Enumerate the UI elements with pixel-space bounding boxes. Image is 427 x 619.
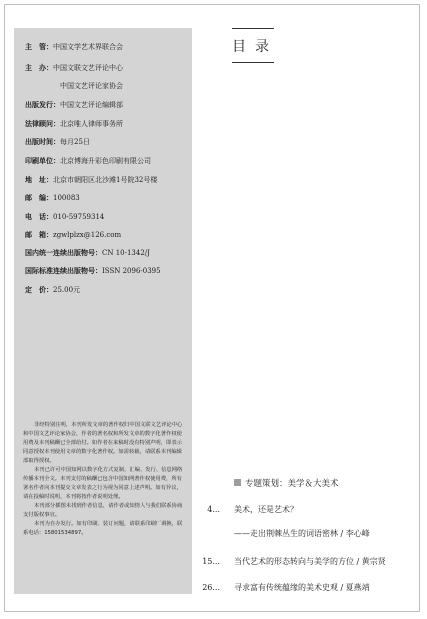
toc-entry-title: 寻求富有传统蕴缘的美术史观 / 夏燕靖 [234, 583, 370, 592]
masthead-row-pubdate: 出版时间：每月25日 [25, 137, 90, 146]
toc-page-number: 15... [202, 557, 220, 566]
notice-paragraph: 非经特别注明，本刊所发文章的著作权归中国文联文艺评论中心和中国文艺评论家协会，作者的著名权和所发文章的数字化著作权使用费及本刊稿酬已全部给付。如作者在来稿时没有特别声明，即表示同意授权本刊使用文章的数字化著作权。如需转载，请联系本刊编辑部取得授权。 [23, 422, 183, 464]
notice-paragraph: 本刊部分插图未找到作者信息，请作者或知情人与我们联系协商支付版权事宜。 [23, 503, 183, 518]
toc-entry-title: 当代艺术的形态转向与美学的方位 / 黄宗贤 [234, 557, 386, 566]
masthead-row-printer: 印刷单位：北京博海升彩色印刷有限公司 [25, 156, 151, 165]
masthead-row-email: 邮 箱：zgwlplzx@126.com [25, 230, 122, 239]
toc-page-number: 26... [202, 583, 220, 592]
masthead-row-cn-number: 国内统一连续出版物号：CN 10-1342/J [25, 248, 150, 257]
toc-title: 目录 [232, 39, 278, 55]
masthead-row-legal: 法律顾问：北京唯人律师事务所 [25, 119, 123, 128]
notice-paragraph: 本刊已许可中国知网以数字化方式复制、汇编、发行、信息网络传播本刊全文。本刊支付的稿酬已包含中国知网著作权使用费，所有署名作者向本刊提交文章发表之行为视为同意上述声明。如有异议，请在投稿时说明，本刊将按作者说明处理。 [23, 467, 183, 500]
section-heading: 专题策划：美学＆大美术 [234, 478, 339, 490]
section-square-icon [234, 479, 241, 486]
notice-paragraph: 本刊为自办发行。如有印刷、装订问题，请联系印刷厂调换，联系电话：15801534897。 [23, 521, 183, 536]
masthead-row-issn: 国际标准连续出版物号：ISSN 2096-0395 [25, 266, 161, 275]
toc-page-number: 4... [207, 505, 220, 514]
toc-entry-subtitle: ——走出荆棘丛生的词语密林 / 李心峰 [234, 529, 370, 538]
masthead-row-supervisor: 主 管：中国文学艺术界联合会 [25, 42, 123, 51]
toc-bottom-rule [232, 62, 274, 63]
masthead-row-sponsor: 主 办：中国文联文艺评论中心 [25, 63, 123, 72]
copyright-notice [23, 421, 187, 538]
toc-top-rule [232, 28, 274, 29]
masthead-row-sponsor-2: 中国文艺评论家协会 [60, 82, 123, 90]
masthead-row-address: 地 址：北京市朝阳区北沙滩1号院32号楼 [25, 175, 158, 184]
masthead-row-price: 定 价：25.00元 [25, 285, 81, 294]
masthead-row-postcode: 邮 编：100083 [25, 193, 80, 202]
masthead-row-publisher: 出版发行：中国文艺评论编辑部 [25, 100, 123, 109]
toc-entry-title: 美术，还是艺术？ [234, 505, 298, 514]
masthead-panel [14, 28, 192, 594]
masthead-row-phone: 电 话：010-59759314 [25, 212, 105, 221]
